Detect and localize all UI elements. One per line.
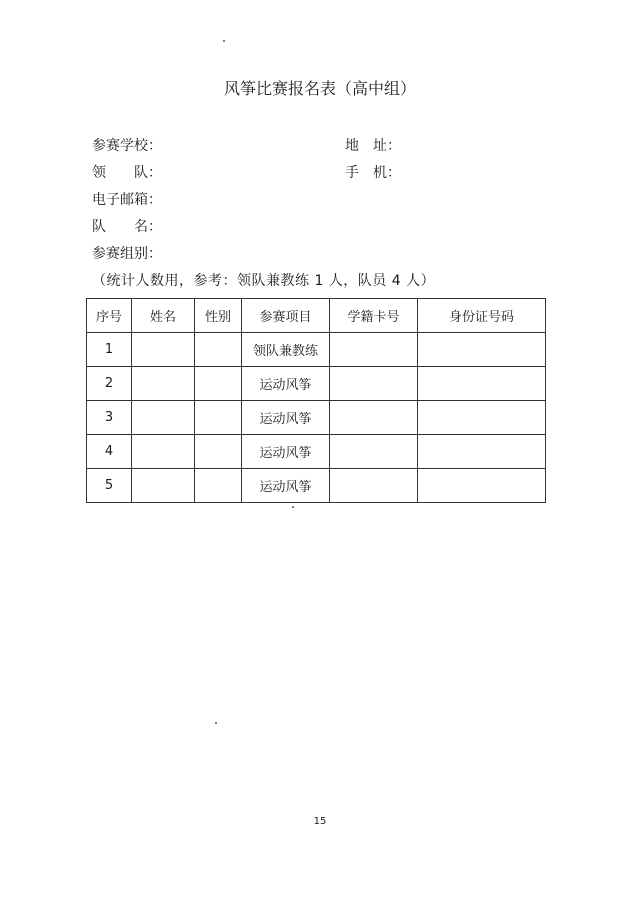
leader-label: 领 队： [92,165,162,181]
id-card-cell[interactable] [418,469,546,503]
team-name-label: 队 名： [92,219,162,235]
student-id-cell[interactable] [330,435,418,469]
gender-cell[interactable] [195,333,242,367]
event-cell: 运动风筝 [242,401,330,435]
gender-cell[interactable] [195,435,242,469]
name-cell[interactable] [132,333,195,367]
gender-cell[interactable] [195,367,242,401]
table-row [87,367,546,401]
name-cell[interactable] [132,401,195,435]
header-cell: 性别 [195,299,242,333]
school-label: 参赛学校： [92,138,162,154]
id-card-cell[interactable] [418,333,546,367]
row-number: 4 [87,435,132,469]
event-cell: 领队兼教练 [242,333,330,367]
row-number: 1 [87,333,132,367]
name-cell[interactable] [132,435,195,469]
table-header-row [87,299,546,333]
student-id-cell[interactable] [330,333,418,367]
event-cell: 运动风筝 [242,367,330,401]
header-cell: 序号 [87,299,132,333]
scan-speck [292,506,294,508]
group-label: 参赛组别： [92,246,162,262]
id-card-cell[interactable] [418,367,546,401]
name-cell[interactable] [132,367,195,401]
table-row [87,401,546,435]
scan-speck [215,722,217,724]
header-cell: 学籍卡号 [330,299,418,333]
id-card-cell[interactable] [418,401,546,435]
headcount-note: （统计人数用，参考：领队兼教练 1 人，队员 4 人） [92,273,436,289]
table-row [87,333,546,367]
row-number: 5 [87,469,132,503]
form-title: 风筝比赛报名表（高中组） [223,79,416,98]
header-cell: 姓名 [132,299,195,333]
row-number: 2 [87,367,132,401]
student-id-cell[interactable] [330,469,418,503]
event-cell: 运动风筝 [242,469,330,503]
event-cell: 运动风筝 [242,435,330,469]
header-cell: 身份证号码 [418,299,546,333]
row-number: 3 [87,401,132,435]
table-row [87,435,546,469]
phone-label: 手 机： [345,165,401,181]
gender-cell[interactable] [195,401,242,435]
address-label: 地 址： [345,138,401,154]
id-card-cell[interactable] [418,435,546,469]
email-label: 电子邮箱： [92,192,162,208]
student-id-cell[interactable] [330,401,418,435]
name-cell[interactable] [132,469,195,503]
page-number: 15 [313,816,327,827]
table-row [87,469,546,503]
student-id-cell[interactable] [330,367,418,401]
gender-cell[interactable] [195,469,242,503]
header-cell: 参赛项目 [242,299,330,333]
scan-speck [223,40,225,42]
registration-table [86,298,546,503]
